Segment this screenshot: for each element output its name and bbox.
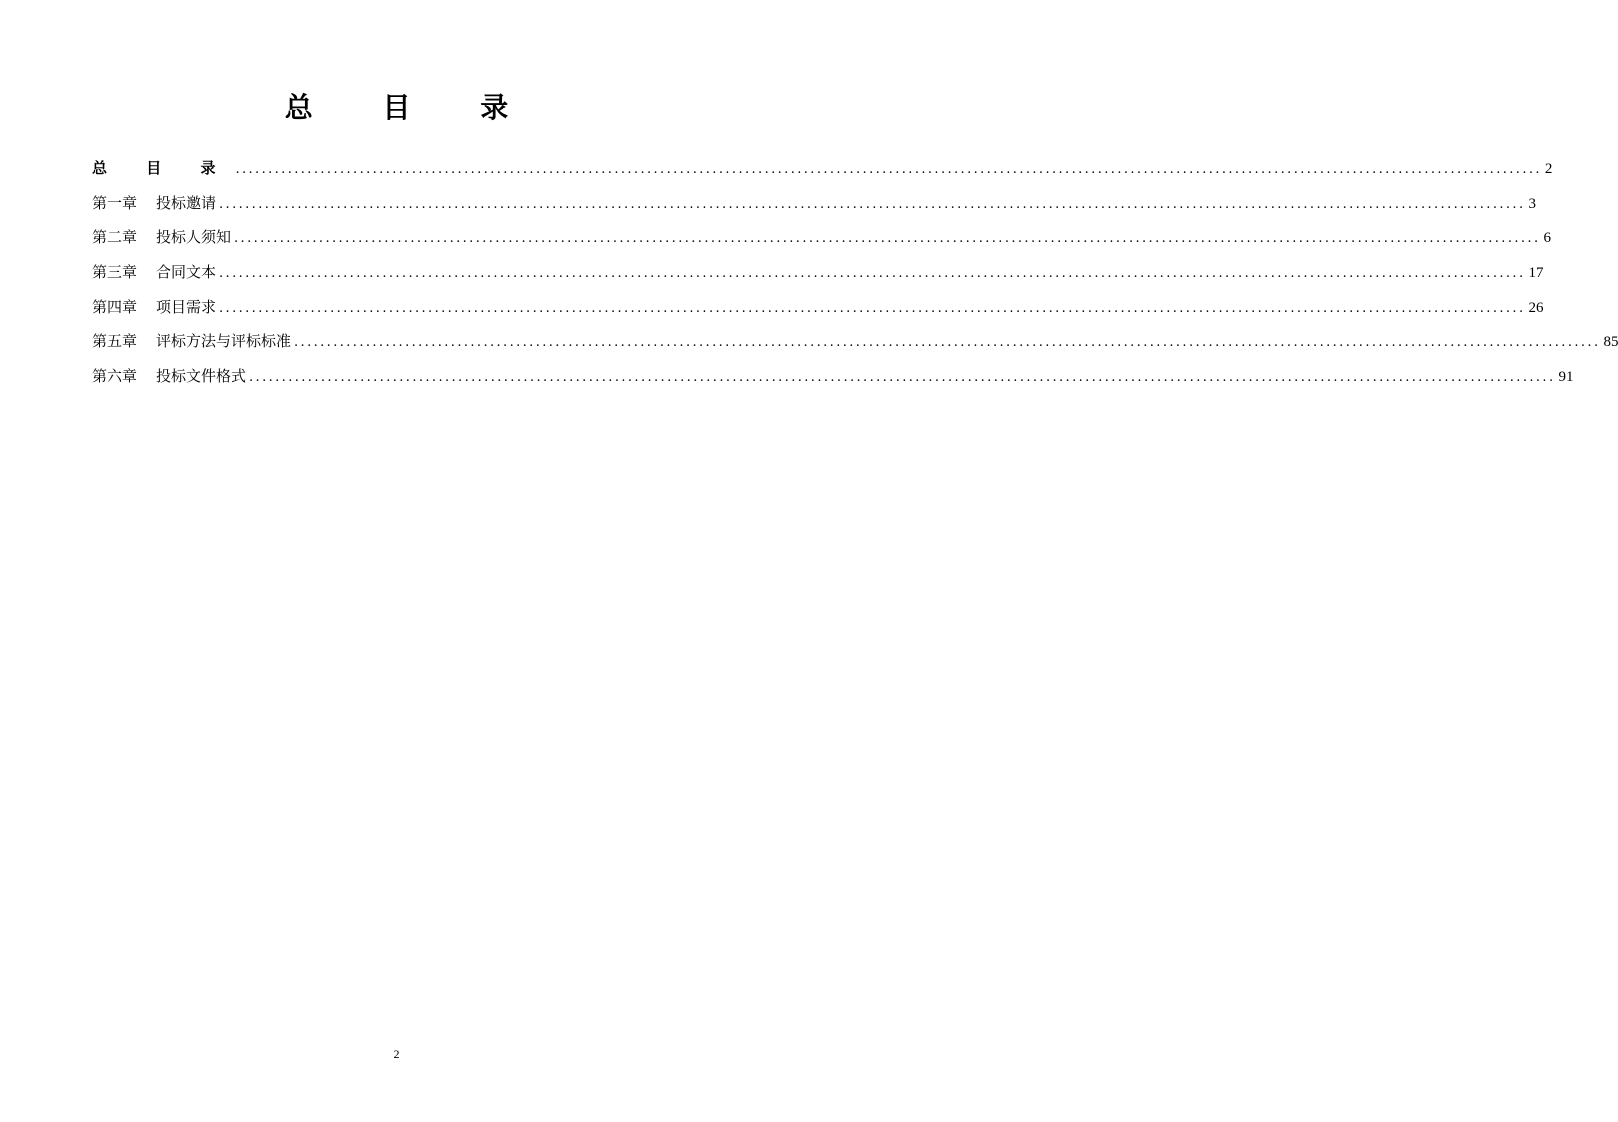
toc-entry-page: 3 [1528,195,1536,212]
toc-entry[interactable] [92,260,1544,295]
toc-entry-chapter: 第一章 [92,193,138,212]
toc-entry[interactable] [92,364,1574,399]
dot-leader: ........................................................................................................................................................................................................ [219,196,1526,212]
dot-leader: ........................................................................................................................................................................................................ [234,231,1541,247]
toc-entry-title: 合同文本 [156,263,217,282]
toc-entry[interactable] [92,225,1551,260]
toc-entry-title: 评标方法与评标标准 [156,332,292,351]
toc-entry[interactable] [92,295,1544,330]
dot-leader: ........................................................................................................................................................................................................ [219,266,1526,282]
toc-entry-page: 26 [1528,299,1544,316]
toc-entry-title: 总 目 录 [92,159,233,177]
table-of-contents [92,156,1618,399]
toc-entry-title: 投标邀请 [156,193,217,212]
toc-entry-title: 项目需求 [156,297,217,316]
dot-leader: ........................................................................................................................................................................................................ [294,335,1601,351]
page-title: 总 目 录 [284,91,539,124]
toc-entry-chapter: 第六章 [92,367,138,386]
toc-entry-title: 投标人须知 [156,228,232,247]
toc-entry-page: 17 [1528,265,1544,282]
toc-entry[interactable] [92,156,1553,191]
dot-leader: ........................................................................................................................................................................................................ [219,300,1526,316]
toc-entry-page: 85 [1603,334,1618,351]
dot-leader: ........................................................................................................................................................................................................ [249,370,1556,386]
toc-entry-chapter: 第四章 [92,297,138,316]
toc-entry-page: 6 [1543,230,1551,247]
toc-entry-title: 投标文件格式 [156,367,247,386]
toc-entry[interactable] [92,191,1536,226]
toc-entry-page: 91 [1558,369,1574,386]
toc-entry-page: 2 [1544,161,1553,177]
toc-entry-chapter: 第五章 [92,332,138,351]
toc-entry-chapter: 第二章 [92,228,138,247]
toc-entry-chapter: 第三章 [92,263,138,282]
dot-leader: ........................................................................................................................................................................................................ [235,162,1542,177]
toc-entry[interactable] [92,329,1618,364]
page-number: 2 [393,1047,400,1061]
